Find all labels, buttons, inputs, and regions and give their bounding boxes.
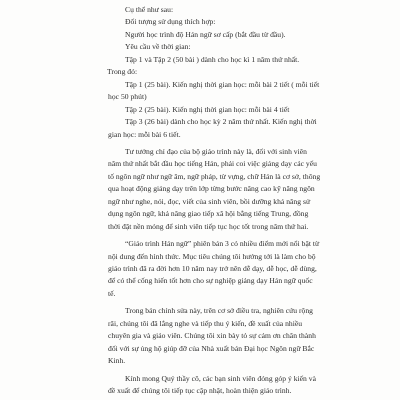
text-line: chuyên gia và giáo viên. Chúng tôi xin bày tỏ sự cảm ơn chân thành xyxy=(108,331,316,341)
text-line: ngữ như nghe, nói, đọc, viết của sinh viên, bồi dưỡng khả năng sử xyxy=(108,196,311,206)
text-line: để có thể cống hiến tốt hơn cho sự nghiệp giảng dạy Hán ngữ quốc xyxy=(108,276,313,286)
text-line: Kính mong Quý thầy cô, các bạn sinh viên đóng góp ý kiến và xyxy=(125,373,316,383)
text-line: qua hoạt động giảng dạy trên lớp từng bước nâng cao kỹ năng ngôn xyxy=(108,184,315,194)
text-line: năm thứ nhất bắt đầu học tiếng Hán, phải coi việc giảng dạy các yếu xyxy=(108,159,317,169)
text-line: Trong bản chỉnh sửa này, trên cơ sở điều tra, nghiên cứu rộng xyxy=(125,306,313,316)
text-line: Yêu cầu về thời gian: xyxy=(125,42,191,52)
text-line: dụng ngôn ngữ, khả năng giao tiếp xã hội bằng tiếng Trung, đồng xyxy=(108,209,309,219)
text-line: Người học trình độ Hán ngữ sơ cấp (bắt đầu từ đầu). xyxy=(125,29,286,39)
text-line: nội dung đến hình thức. Mục tiêu chúng tôi hướng tới là làm cho bộ xyxy=(108,251,316,261)
text-line: Tập 2 (25 bài). Kiến nghị thời gian học: mỗi bài 4 tiết xyxy=(125,104,290,114)
text-line: Tập 1 (25 bài). Kiến nghị thời gian học: mỗi bài 2 tiết ( mỗi tiết xyxy=(125,79,320,89)
text-line: rãi, chúng tôi đã lắng nghe và tiếp thu ý kiến, đề xuất của nhiều xyxy=(108,318,303,328)
text-line: tế. xyxy=(108,288,116,298)
text-line: Tập 1 và Tập 2 (50 bài ) dành cho học kì 1 năm thứ nhất. xyxy=(125,54,300,64)
text-line: “Giáo trình Hán ngữ” phiên bản 3 có nhiều điểm mới nổi bật từ xyxy=(125,239,320,249)
text-line: Trong đó: xyxy=(107,67,138,77)
text-line: đề xuất để chúng tôi tiếp tục cập nhật, hoàn thiện giáo trình. xyxy=(108,386,292,395)
text-line: học 50 phút) xyxy=(108,92,147,102)
text-line: Tập 3 (26 bài) dành cho học kỳ 2 năm thứ nhất. Kiến nghị thời xyxy=(125,117,317,127)
text-line: gian học: mỗi bài 6 tiết. xyxy=(108,129,181,139)
text-line: giáo trình đã ra đời hơn 10 năm nay trở nên dễ dạy, dễ học, dễ dùng, xyxy=(108,264,317,273)
text-line: Cụ thể như sau: xyxy=(125,5,174,14)
text-line: đối với sự ủng hộ giúp đỡ của Nhà xuất bản Đại học Ngôn ngữ Bắc xyxy=(108,343,315,353)
text-line: Đối tượng sử dụng thích hợp: xyxy=(125,17,216,27)
text-line: Tư tưởng chỉ đạo của bộ giáo trình này là, đối với sinh viên xyxy=(125,147,307,156)
text-line: Kinh. xyxy=(108,356,126,366)
text-line: thời đặt nền móng để sinh viên tiếp tục học tốt trong năm thứ hai. xyxy=(108,221,309,231)
text-line: tố ngôn ngữ như ngữ âm, ngữ pháp, từ vựng, chữ Hán là cơ sở, thông xyxy=(108,171,321,181)
